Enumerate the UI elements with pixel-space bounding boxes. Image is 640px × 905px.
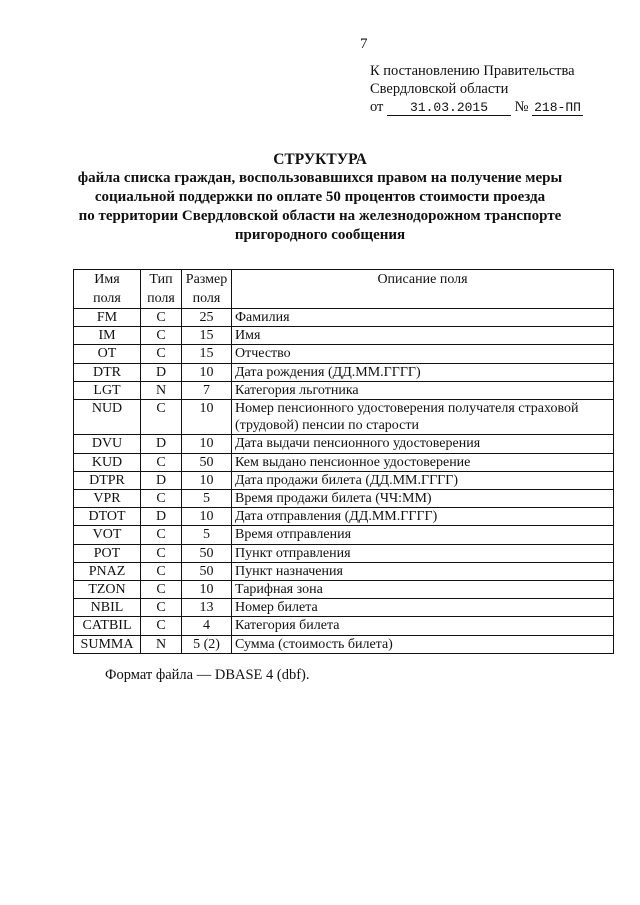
field-description-cell: Номер билета <box>232 599 614 617</box>
field-name-cell: DTOT <box>74 508 141 526</box>
field-type-cell: C <box>141 453 182 471</box>
field-name-cell: VPR <box>74 490 141 508</box>
header-line-1: К постановлению Правительства <box>370 63 575 79</box>
table-row <box>74 544 614 562</box>
field-description-cell: Пункт назначения <box>232 562 614 580</box>
header-field-description: Описание поля <box>232 270 614 309</box>
number-prefix: № <box>514 99 529 115</box>
resolution-date: 31.03.2015 <box>387 101 511 116</box>
field-description-cell: Категория билета <box>232 617 614 635</box>
table-row <box>74 381 614 399</box>
field-size-cell: 25 <box>182 309 232 327</box>
title-line: по территории Свердловской области на железнодорожном транспорте <box>78 208 562 224</box>
field-type-cell: C <box>141 599 182 617</box>
field-name-cell: KUD <box>74 453 141 471</box>
field-name-cell: NBIL <box>74 599 141 617</box>
field-description-cell: Фамилия <box>232 309 614 327</box>
field-name-cell: OT <box>74 345 141 363</box>
field-type-cell: C <box>141 526 182 544</box>
field-type-cell: C <box>141 327 182 345</box>
header-field-type: Тип поля <box>141 270 182 309</box>
title-main: СТРУКТУРА <box>273 151 367 168</box>
table-row <box>74 435 614 453</box>
field-description-cell: Отчество <box>232 345 614 363</box>
title-line: социальной поддержки по оплате 50 процентов стоимости проезда <box>94 189 546 205</box>
header-field-size: Размер поля <box>182 270 232 309</box>
field-description-cell: Дата отправления (ДД.ММ.ГГГГ) <box>232 508 614 526</box>
page-number: 7 <box>360 36 368 52</box>
field-name-cell: LGT <box>74 381 141 399</box>
header-line-2: Свердловской области <box>370 81 509 97</box>
title-line: пригородного сообщения <box>234 227 406 243</box>
fields-table <box>73 269 614 654</box>
field-size-cell: 10 <box>182 363 232 381</box>
field-size-cell: 10 <box>182 400 232 435</box>
table-row <box>74 453 614 471</box>
date-prefix: от <box>370 99 384 115</box>
field-size-cell: 10 <box>182 435 232 453</box>
field-type-cell: D <box>141 508 182 526</box>
field-description-cell: Дата рождения (ДД.ММ.ГГГГ) <box>232 363 614 381</box>
table-row <box>74 562 614 580</box>
field-size-cell: 7 <box>182 381 232 399</box>
field-type-cell: C <box>141 562 182 580</box>
table-row <box>74 617 614 635</box>
field-description-cell: Пункт отправления <box>232 544 614 562</box>
field-description-cell: Сумма (стоимость билета) <box>232 635 614 653</box>
field-name-cell: CATBIL <box>74 617 141 635</box>
table-row <box>74 599 614 617</box>
field-size-cell: 5 <box>182 526 232 544</box>
field-name-cell: DTPR <box>74 471 141 489</box>
table-row <box>74 526 614 544</box>
field-size-cell: 10 <box>182 471 232 489</box>
table-row <box>74 400 614 435</box>
field-size-cell: 10 <box>182 581 232 599</box>
field-type-cell: N <box>141 635 182 653</box>
field-name-cell: NUD <box>74 400 141 435</box>
field-size-cell: 13 <box>182 599 232 617</box>
field-size-cell: 15 <box>182 327 232 345</box>
field-name-cell: DTR <box>74 363 141 381</box>
field-size-cell: 50 <box>182 453 232 471</box>
field-type-cell: N <box>141 381 182 399</box>
field-type-cell: C <box>141 581 182 599</box>
resolution-number: 218-ПП <box>534 100 581 115</box>
table-row <box>74 309 614 327</box>
field-type-cell: C <box>141 490 182 508</box>
field-type-cell: D <box>141 363 182 381</box>
field-description-cell: Номер пенсионного удостоверения получателя страховой (трудовой) пенсии по старости <box>232 400 614 435</box>
field-size-cell: 50 <box>182 544 232 562</box>
table-header-row <box>74 270 614 309</box>
field-description-cell: Имя <box>232 327 614 345</box>
field-size-cell: 5 (2) <box>182 635 232 653</box>
header-date-line <box>370 98 583 116</box>
field-name-cell: IM <box>74 327 141 345</box>
table-row <box>74 471 614 489</box>
field-name-cell: PNAZ <box>74 562 141 580</box>
field-size-cell: 50 <box>182 562 232 580</box>
field-size-cell: 10 <box>182 508 232 526</box>
field-description-cell: Время отправления <box>232 526 614 544</box>
field-type-cell: D <box>141 471 182 489</box>
resolution-header <box>370 62 583 116</box>
table-row <box>74 345 614 363</box>
field-type-cell: C <box>141 544 182 562</box>
title-line: файла списка граждан, воспользовавшихся правом на получение меры <box>77 170 563 186</box>
table-row <box>74 490 614 508</box>
field-size-cell: 5 <box>182 490 232 508</box>
field-name-cell: TZON <box>74 581 141 599</box>
field-name-cell: VOT <box>74 526 141 544</box>
table-row <box>74 363 614 381</box>
field-name-cell: SUMMA <box>74 635 141 653</box>
field-description-cell: Дата выдачи пенсионного удостоверения <box>232 435 614 453</box>
table-row <box>74 508 614 526</box>
field-type-cell: C <box>141 617 182 635</box>
field-description-cell: Время продажи билета (ЧЧ:ММ) <box>232 490 614 508</box>
field-name-cell: POT <box>74 544 141 562</box>
field-type-cell: C <box>141 345 182 363</box>
field-type-cell: C <box>141 309 182 327</box>
field-size-cell: 4 <box>182 617 232 635</box>
field-size-cell: 15 <box>182 345 232 363</box>
field-description-cell: Дата продажи билета (ДД.ММ.ГГГГ) <box>232 471 614 489</box>
field-type-cell: D <box>141 435 182 453</box>
file-format-note: Формат файла — DBASE 4 (dbf). <box>105 667 310 683</box>
table-row <box>74 581 614 599</box>
table-row <box>74 635 614 653</box>
field-description-cell: Кем выдано пенсионное удостоверение <box>232 453 614 471</box>
field-description-cell: Тарифная зона <box>232 581 614 599</box>
field-description-cell: Категория льготника <box>232 381 614 399</box>
document-title <box>0 150 640 245</box>
table-row <box>74 327 614 345</box>
field-name-cell: DVU <box>74 435 141 453</box>
header-field-name: Имя поля <box>74 270 141 309</box>
field-type-cell: C <box>141 400 182 435</box>
field-name-cell: FM <box>74 309 141 327</box>
